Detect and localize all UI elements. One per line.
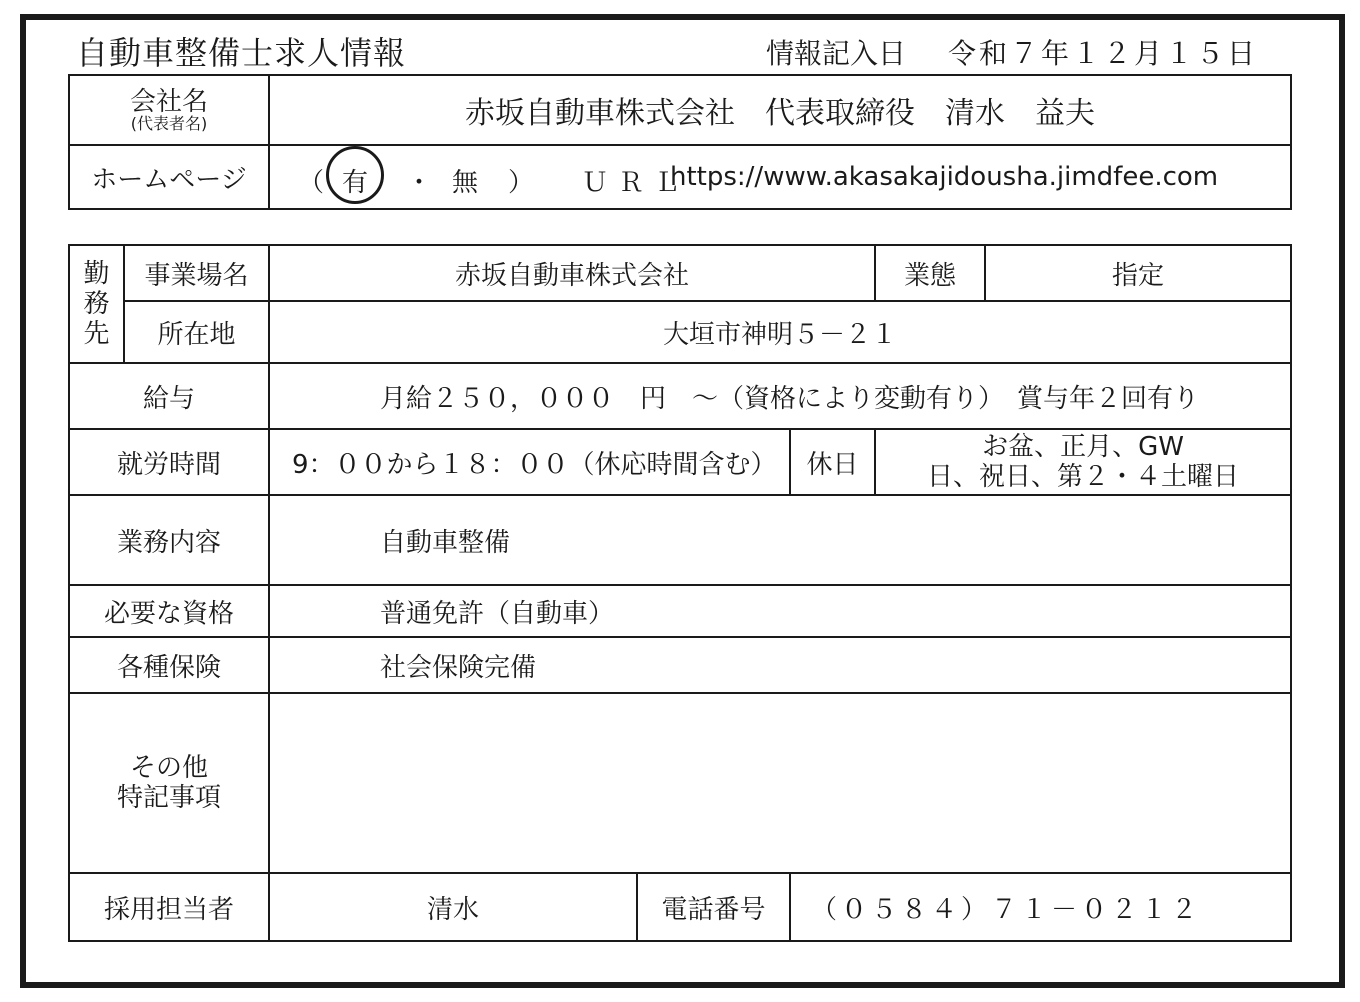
homepage-option-no: 無 [452, 168, 479, 198]
workplace-group-char-2: 務 [83, 289, 110, 319]
notes-value [269, 693, 1291, 873]
homepage-open-paren: （ [298, 168, 325, 198]
insurance-value: 社会保険完備 [269, 637, 1291, 693]
workplace-group-char-3: 先 [83, 319, 110, 349]
workplace-name-label: 事業場名 [124, 245, 269, 301]
business-type-value: 指定 [985, 245, 1291, 301]
homepage-separator: ・ [406, 168, 433, 198]
holiday-value-cell [875, 429, 1291, 495]
entry-date-value: 令和７年１２月１５日 [948, 37, 1259, 70]
qualification-value: 普通免許（自動車） [269, 585, 1291, 637]
company-sub-label: (代表者名) [130, 114, 208, 133]
holiday-line-1: お盆、正月、GW [982, 432, 1184, 462]
notes-label-line-1: その他 [129, 753, 208, 783]
address-value: 大垣市神明５－２１ [269, 301, 1291, 363]
workplace-group-label [69, 245, 124, 363]
entry-date-label: 情報記入日 [766, 37, 907, 70]
qualification-label: 必要な資格 [69, 585, 269, 637]
company-label: 会社名 [129, 87, 208, 117]
holiday-line-2: 日、祝日、第２・４土曜日 [926, 462, 1239, 492]
notes-label-line-2: 特記事項 [116, 783, 221, 813]
phone-label: 電話番号 [637, 873, 790, 941]
insurance-label: 各種保険 [69, 637, 269, 693]
homepage-value-cell [269, 145, 1291, 209]
duties-label: 業務内容 [69, 495, 269, 585]
business-type-label: 業態 [875, 245, 985, 301]
working-hours-value: 9：００から１８：００（休応時間含む） [269, 429, 790, 495]
duties-value: 自動車整備 [269, 495, 1291, 585]
workplace-name-value: 赤坂自動車株式会社 [269, 245, 875, 301]
salary-value: 月給２５０，０００ 円 ～（資格により変動有り） 賞与年２回有り [269, 363, 1291, 429]
address-label: 所在地 [124, 301, 269, 363]
company-label-cell [69, 75, 269, 145]
job-table [68, 244, 1292, 942]
homepage-url-label: ＵＲＬ [582, 168, 691, 198]
company-table [68, 74, 1292, 210]
notes-label-cell [69, 693, 269, 873]
working-hours-label: 就労時間 [69, 429, 269, 495]
workplace-group-char-1: 勤 [83, 259, 110, 289]
salary-label: 給与 [69, 363, 269, 429]
holiday-label: 休日 [790, 429, 875, 495]
recruiter-value: 清水 [269, 873, 637, 941]
page-title: 自動車整備士求人情報 [76, 34, 407, 72]
homepage-label: ホームページ [69, 145, 269, 209]
recruiter-label: 採用担当者 [69, 873, 269, 941]
homepage-close-paren: ） [508, 168, 535, 198]
phone-value: （０５８４）７１－０２１２ [790, 873, 1291, 941]
homepage-option-yes: 有 [342, 168, 369, 198]
company-value: 赤坂自動車株式会社 代表取締役 清水 益夫 [269, 75, 1291, 145]
homepage-url: https://www.akasakajidousha.jimdfee.com [670, 162, 1219, 192]
